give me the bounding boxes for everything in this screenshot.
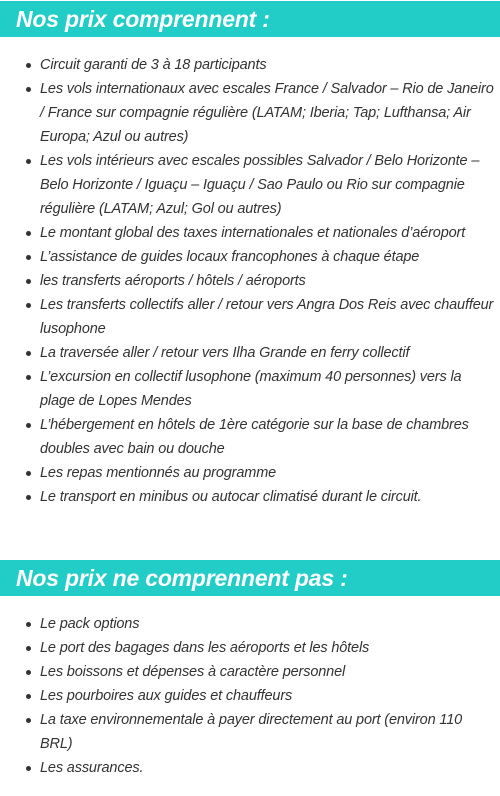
list-item: La traversée aller / retour vers Ilha Grande en ferry collectif — [0, 341, 500, 365]
list-item: Les vols internationaux avec escales France / Salvador – Rio de Janeiro / France sur compagnie régulière (LATAM; Iberia; Tap; Lufthansa; Air Europa; Azul ou autres) — [0, 77, 500, 149]
list-item: L’assistance de guides locaux francophones à chaque étape — [0, 245, 500, 269]
list-item: La taxe environnementale à payer directement au port (environ 110 BRL) — [0, 708, 500, 756]
included-header-band — [0, 1, 500, 37]
excluded-section-title: Nos prix ne comprennent pas : — [16, 565, 348, 591]
list-item: Les pourboires aux guides et chauffeurs — [0, 684, 500, 708]
excluded-header-band — [0, 560, 500, 596]
included-list — [0, 53, 500, 509]
list-item: Le pack options — [0, 612, 500, 636]
excluded-list — [0, 612, 500, 780]
list-item: Les assurances. — [0, 756, 500, 780]
list-item: Circuit garanti de 3 à 18 participants — [0, 53, 500, 77]
included-section-title: Nos prix comprennent : — [16, 6, 270, 32]
list-item: L’hébergement en hôtels de 1ère catégorie sur la base de chambres doubles avec bain ou douche — [0, 413, 500, 461]
list-item: Le port des bagages dans les aéroports et les hôtels — [0, 636, 500, 660]
list-item: Le transport en minibus ou autocar climatisé durant le circuit. — [0, 485, 500, 509]
list-item: les transferts aéroports / hôtels / aéroports — [0, 269, 500, 293]
list-item: L’excursion en collectif lusophone (maximum 40 personnes) vers la plage de Lopes Mendes — [0, 365, 500, 413]
list-item: Les transferts collectifs aller / retour vers Angra Dos Reis avec chauffeur lusophone — [0, 293, 500, 341]
list-item: Les boissons et dépenses à caractère personnel — [0, 660, 500, 684]
list-item: Les repas mentionnés au programme — [0, 461, 500, 485]
list-item: Les vols intérieurs avec escales possibles Salvador / Belo Horizonte – Belo Horizonte / Iguaçu – Iguaçu / Sao Paulo ou Rio sur compagnie régulière (LATAM; Azul; Gol ou autres) — [0, 149, 500, 221]
list-item: Le montant global des taxes internationales et nationales d’aéroport — [0, 221, 500, 245]
